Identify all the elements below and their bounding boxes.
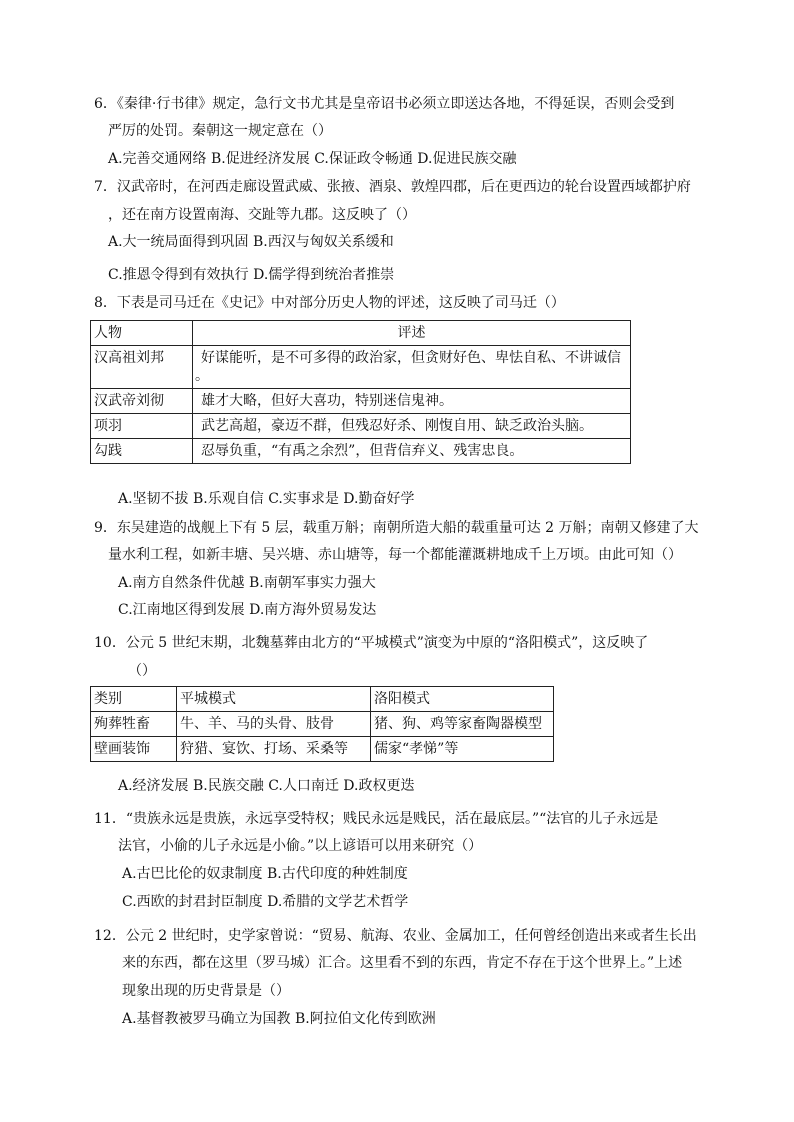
q9-options-line1: A.南方自然条件优越 B.南朝军事实力强大 bbox=[118, 575, 376, 591]
table-cell: 殉葬牲畜 bbox=[91, 712, 177, 737]
table-cell: 勾践 bbox=[91, 439, 193, 464]
table-row bbox=[91, 389, 631, 414]
table-row bbox=[91, 346, 631, 389]
q7-stem-line1: 7．汉武帝时，在河西走廊设置武威、张掖、酒泉、敦煌四郡，后在更西边的轮台设置西域都护府 bbox=[94, 179, 691, 195]
table-cell: 忍辱负重，“有禹之余烈”，但背信弃义、残害忠良。 bbox=[193, 439, 631, 464]
table-header-cell: 人物 bbox=[91, 321, 193, 346]
table-row bbox=[91, 737, 554, 762]
q8-options: A.坚韧不拔 B.乐观自信 C.实事求是 D.勤奋好学 bbox=[118, 491, 415, 507]
table-cell: 牛、羊、马的头骨、肢骨 bbox=[177, 712, 371, 737]
q9-stem-line2: 量水利工程，如新丰塘、吴兴塘、赤山塘等，每一个都能灌溉耕地成千上万顷。由此可知（） bbox=[108, 547, 682, 563]
q7-stem-line2: ，还在南方设置南海、交趾等九郡。这反映了（） bbox=[108, 207, 416, 223]
q6-options: A.完善交通网络 B.促进经济发展 C.保证政令畅通 D.促进民族交融 bbox=[108, 151, 517, 167]
table-cell: 项羽 bbox=[91, 414, 193, 439]
q11-stem-line1: 11．“贵族永远是贵族，永远享受特权；贱民永远是贱民，活在最底层。”“法官的儿子永远是 bbox=[94, 811, 659, 827]
q12-options-line1: A.基督教被罗马确立为国教 B.阿拉伯文化传到欧洲 bbox=[122, 1011, 436, 1027]
table-header-cell: 评述 bbox=[193, 321, 631, 346]
q9-options-line2: C.江南地区得到发展 D.南方海外贸易发达 bbox=[118, 602, 377, 618]
q10-options: A.经济发展 B.民族交融 C.人口南迁 D.政权更迭 bbox=[118, 778, 415, 794]
table-row bbox=[91, 414, 631, 439]
table-header-cell: 类别 bbox=[91, 687, 177, 712]
q11-stem-line2: 法官，小偷的儿子永远是小偷。”以上谚语可以用来研究（） bbox=[118, 838, 483, 854]
table-cell: 汉高祖刘邦 bbox=[91, 346, 193, 389]
q7-options-line2: C.推恩令得到有效执行 D.儒学得到统治者推崇 bbox=[108, 267, 395, 283]
q11-options-line2: C.西欧的封君封臣制度 D.希腊的文学艺术哲学 bbox=[122, 894, 409, 910]
q10-table bbox=[90, 686, 554, 762]
q10-stem-line2: （） bbox=[128, 663, 156, 679]
q12-stem-line3: 现象出现的历史背景是（） bbox=[122, 983, 290, 999]
q8-stem: 8．下表是司马迁在《史记》中对部分历史人物的评述，这反映了司马迁（） bbox=[94, 295, 565, 311]
table-cell: 儒家“孝悌”等 bbox=[371, 737, 554, 762]
table-row bbox=[91, 712, 554, 737]
q8-table bbox=[90, 320, 631, 464]
table-cell: 汉武帝刘彻 bbox=[91, 389, 193, 414]
table-header-cell: 平城模式 bbox=[177, 687, 371, 712]
table-cell: 武艺高超，豪迈不群，但残忍好杀、刚愎自用、缺乏政治头脑。 bbox=[193, 414, 631, 439]
table-header-cell: 洛阳模式 bbox=[371, 687, 554, 712]
table-cell: 壁画装饰 bbox=[91, 737, 177, 762]
q11-options-line1: A.古巴比伦的奴隶制度 B.古代印度的种姓制度 bbox=[122, 866, 408, 882]
table-row bbox=[91, 439, 631, 464]
table-header-row bbox=[91, 321, 631, 346]
table-cell: 雄才大略，但好大喜功，特别迷信鬼神。 bbox=[193, 389, 631, 414]
q10-stem-line1: 10．公元 5 世纪末期，北魏墓葬由北方的“平城模式”演变为中原的“洛阳模式”，这反映了 bbox=[94, 635, 649, 651]
cell-text-wrap: 。 bbox=[195, 368, 209, 384]
cell-text: 好谋能听，是不可多得的政治家，但贪财好色、卑怯自私、不讲诚信 bbox=[201, 350, 621, 366]
q12-stem-line2: 来的东西，都在这里（罗马城）汇合。这里看不到的东西，肯定不存在于这个世界上。”上述 bbox=[122, 955, 683, 971]
table-cell: 猪、狗、鸡等家畜陶器模型 bbox=[371, 712, 554, 737]
q9-stem-line1: 9．东吴建造的战舰上下有 5 层，载重万斛；南朝所造大船的载重量可达 2 万斛；南朝又修建了大 bbox=[94, 520, 699, 536]
table-header-row bbox=[91, 687, 554, 712]
table-cell bbox=[193, 346, 631, 389]
q6-stem-line1: 6．《秦律·行书律》规定，急行文书尤其是皇帝诏书必须立即送达各地，不得延误，否则会受到 bbox=[94, 96, 675, 112]
q6-stem-line2: 严厉的处罚。秦朝这一规定意在（） bbox=[108, 123, 332, 139]
q7-options-line1: A.大一统局面得到巩固 B.西汉与匈奴关系缓和 bbox=[108, 234, 394, 250]
q12-stem-line1: 12．公元 2 世纪时，史学家曾说：“贸易、航海、农业、金属加工，任何曾经创造出来或者生长出 bbox=[94, 928, 697, 944]
table-cell: 狩猎、宴饮、打场、采桑等 bbox=[177, 737, 371, 762]
